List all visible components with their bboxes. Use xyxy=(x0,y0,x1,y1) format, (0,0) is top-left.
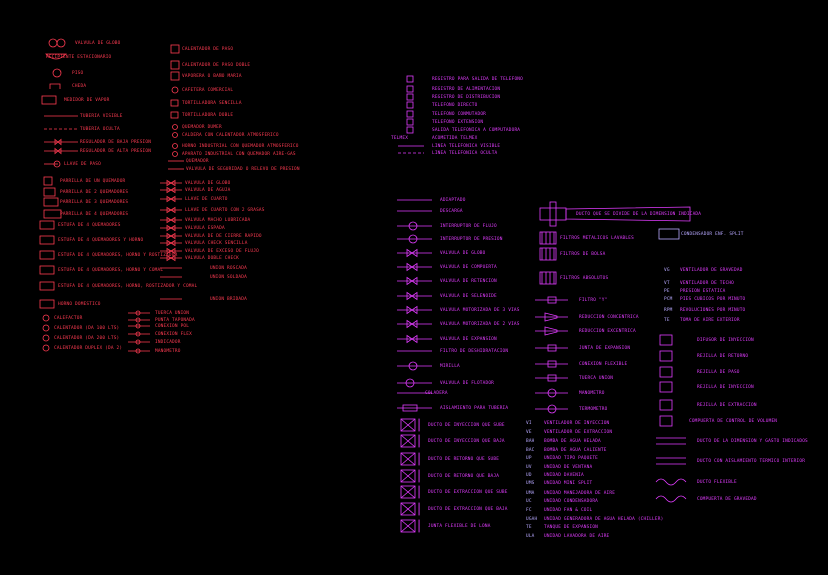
hvac-valve-label: VALVULA DE COMPUERTA xyxy=(440,264,497,270)
unit-label: UNIDAD FAN & COIL xyxy=(544,507,593,513)
box-symbol xyxy=(44,177,52,185)
plumbing-label: VALVULA DE GLOBO xyxy=(75,40,121,46)
heater-label: VALVULA DE SEGURIDAD O RELEVO DE PRESION xyxy=(186,166,300,172)
telecom-label: TELEFONO EXTENSION xyxy=(432,119,484,125)
grille-label: REJILLA DE EXTRACCION xyxy=(697,402,757,408)
duct-label: JUNTA FLEXIBLE DE LONA xyxy=(428,523,491,529)
valve-label: UNION ROSCADA xyxy=(210,265,247,271)
plumbing-label: CHEDA xyxy=(72,83,87,89)
fitting-label: CONEXION POL xyxy=(155,323,190,329)
box-symbol xyxy=(40,236,54,244)
hvac-fitting-label: REDUCCION CONCENTRICA xyxy=(579,314,639,320)
hvac-fitting-label: REDUCCION EXCENTRICA xyxy=(579,328,636,334)
telecom-label: SALIDA TELEFONICA A COMPUTADORA xyxy=(432,127,521,133)
stove-label: PARRILLA DE 2 QUEMADORES xyxy=(60,189,129,195)
valve-label: VALVULA DE AGUJA xyxy=(185,187,231,193)
box-symbol xyxy=(660,416,672,426)
condensador-label: CONDENSADOR ENF. SPLIT xyxy=(681,232,744,237)
duct-label: DUCTO DE RETORNO QUE SUBE xyxy=(428,456,500,462)
telecom-label: TELEFONO CONMUTADOR xyxy=(432,111,487,117)
fitting-label: PUNTA TAPONADA xyxy=(155,317,195,323)
unit-key: UV xyxy=(526,464,532,470)
grille-label: DUCTO CON AISLAMIENTO TERMICO INTERIOR xyxy=(697,458,806,464)
valve-label: LLAVE DE CUARTO CON 2 GRASAS xyxy=(185,207,265,213)
hvac-valve-label: VALVULA DE SELENOIDE xyxy=(440,293,497,299)
grille-label: DUCTO DE LA DIMENSION Y GASTO INDICADOS xyxy=(697,438,808,444)
valve-label: VALVULA MACHO LUBRICADA xyxy=(185,217,251,223)
box-symbol xyxy=(407,102,413,108)
fitting-label: CONEXION FLEX xyxy=(155,331,192,337)
box-symbol xyxy=(407,86,413,92)
flex-duct-symbol xyxy=(656,496,686,502)
stove-label: ESTUFA DE 4 QUEMADORES xyxy=(58,222,121,228)
heater-label: CAFETERA COMERCIAL xyxy=(182,87,234,93)
box-symbol xyxy=(407,127,413,133)
unit-key: UGAH xyxy=(526,516,538,522)
unit-label: UNIDAD GENERADORA DE AGUA HELADA (CHILLER) xyxy=(544,516,664,522)
telecom-label: REGISTRO DE DISTRIBUCION xyxy=(432,94,501,100)
chimney-symbol xyxy=(50,84,60,89)
flex-duct-symbol xyxy=(656,479,686,485)
unit-label: VENTILADOR DE INYECCION xyxy=(544,420,610,426)
unit-key: BAH xyxy=(526,438,535,444)
abbrev-label: VENTILADOR DE TECHO xyxy=(680,280,735,286)
unit-key: UD xyxy=(526,472,532,478)
abbrev-key: VG xyxy=(664,267,670,273)
valve-label: VALVULA DOBLE CHECK xyxy=(185,255,240,261)
stove-label: ESTUFA DE 4 QUEMADORES Y HORNO xyxy=(58,237,144,243)
hvac-valve-label: COLADERA xyxy=(425,390,448,396)
grille-label: REJILLA DE INYECCION xyxy=(697,384,754,390)
box-symbol xyxy=(407,119,413,125)
heater-label: TORTILLADORA DOBLE xyxy=(182,112,234,118)
stove-label: ESTUFA DE 4 QUEMADORES, HORNO, ROSTIZADOR Y COMAL xyxy=(58,283,198,289)
abbrev-label: REVOLUCIONES POR MINUTO xyxy=(680,307,746,313)
hvac-valve-label: DESCARGA xyxy=(440,208,463,214)
valve-label: VALVULA DE EXCESO DE FLUJO xyxy=(185,248,259,254)
plumbing-label: REGULADOR DE BAJA PRESION xyxy=(80,139,152,145)
hvac-valve-label: AISLAMIENTO PARA TUBERIA xyxy=(440,405,509,411)
valve-label: VALVULA DE GLOBO xyxy=(185,180,231,186)
stove-label: ESTUFA DE 4 QUEMADORES, HORNO Y ROSTIZADOR xyxy=(58,252,178,258)
heater-label: HORNO INDUSTRIAL CON QUEMADOR ATMOSFERICO xyxy=(182,143,299,149)
box-symbol xyxy=(550,202,556,226)
box-symbol xyxy=(540,208,566,220)
duct-label: DUCTO DE INYECCION QUE SUBE xyxy=(428,422,505,428)
box-symbol xyxy=(40,266,54,274)
heater-label: QUEMADOR DUMER xyxy=(182,124,222,130)
unit-label: UNIDAD TIPO PAQUETE xyxy=(544,455,599,461)
telecom-label: LINEA TELEFONICA OCULTA xyxy=(432,150,498,156)
circle-symbol xyxy=(57,39,65,47)
box-symbol xyxy=(171,45,179,53)
abbrev-label: PRESION ESTATICA xyxy=(680,288,726,294)
abbrev-key: PCM xyxy=(664,296,673,302)
abbrev-key: PE xyxy=(664,288,670,294)
unit-key: VI xyxy=(526,420,532,426)
grille-label: COMPUERTA DE CONTROL DE VOLUMEN xyxy=(689,418,778,424)
box-symbol xyxy=(171,100,178,106)
unit-key: ULA xyxy=(526,533,535,539)
circle-symbol xyxy=(53,69,61,77)
unit-label: UNIDAD DE VENTANA xyxy=(544,464,593,470)
grille-label: DIFUSOR DE INYECCION xyxy=(697,337,754,343)
hvac-valve-label: INTERRUPTOR DE FLUJO xyxy=(440,223,497,229)
abbrev-label: VENTILADOR DE GRAVEDAD xyxy=(680,267,743,273)
heater-label: TORTILLADORA SENCILLA xyxy=(182,100,242,106)
circle-symbol xyxy=(173,125,178,130)
hvac-fitting-label: JUNTA DE EXPANSION xyxy=(579,345,631,351)
stove-label: HORNO DOMESTICO xyxy=(58,301,101,307)
valve-label: UNION SOLDADA xyxy=(210,274,247,280)
hvac-fitting-label: CONEXION FLEXIBLE xyxy=(579,361,628,367)
box-symbol xyxy=(44,198,58,206)
stove-label: PARRILLA DE UN QUEMADOR xyxy=(60,178,126,184)
stove-label: ESTUFA DE 4 QUEMADORES, HORNO Y COMAL xyxy=(58,267,164,273)
plumbing-label: MEDIDOR DE VAPOR xyxy=(64,97,110,103)
hvac-valve-label: VALVULA MOTORIZADA DE 3 VIAS xyxy=(440,307,520,313)
grille-label: REJILLA DE PASO xyxy=(697,369,740,375)
filter-label: DUCTO QUE SE DIVIDE DE LA DIMENSION INDICADA xyxy=(576,211,702,217)
telecom-label: REGISTRO PARA SALIDA DE TELEFONO xyxy=(432,76,523,82)
box-symbol xyxy=(40,221,54,229)
heater-label: QUEMADOR xyxy=(186,158,209,164)
fitting-label: MANOMETRO xyxy=(155,348,181,354)
box-symbol xyxy=(40,282,54,290)
filter-label: FILTROS METALICOS LAVABLES xyxy=(560,235,634,241)
hvac-fitting-label: FILTRO "Y" xyxy=(579,297,608,303)
condensador-symbol xyxy=(659,229,679,239)
valve-label: LLAVE DE CUARTO xyxy=(185,196,228,202)
box-symbol xyxy=(407,94,413,100)
plumbing-label: TUBERIA VISIBLE xyxy=(80,113,123,119)
telecom-label: ACOMETIDA TELMEX xyxy=(432,135,478,141)
hvac-valve-label: VALVULA MOTORIZADA DE 2 VIAS xyxy=(440,321,520,327)
circle-symbol xyxy=(49,39,57,47)
plumbing-label: RECIPIENTE ESTACIONARIO xyxy=(46,54,112,60)
stove-label: PARRILLA DE 3 QUEMADORES xyxy=(60,199,129,205)
filter-label: FILTROS ABSOLUTOS xyxy=(560,275,609,281)
abbrev-key: RPM xyxy=(664,307,673,313)
heater-label: CALENTADOR DE PASO xyxy=(182,46,234,52)
hvac-valve-label: VALVULA DE FLOTADOR xyxy=(440,380,495,386)
box-symbol xyxy=(660,400,672,410)
heater-label: VAPORERA O BAÑO MARIA xyxy=(182,73,242,79)
circle-symbol xyxy=(43,325,49,331)
telecom-label: TELEFONO DIRECTO xyxy=(432,102,478,108)
plumbing-label: PISO xyxy=(72,70,84,76)
valve-label: VALVULA ESPADA xyxy=(185,225,225,231)
unit-key: TE xyxy=(526,524,532,530)
box-symbol xyxy=(407,76,413,82)
unit-label: UNIDAD LAVADORA DE AIRE xyxy=(544,533,610,539)
box-symbol xyxy=(44,210,61,218)
grille-label: DUCTO FLEXIBLE xyxy=(697,479,737,485)
duct-label: DUCTO DE INYECCION QUE BAJA xyxy=(428,438,505,444)
heater-label: CALENTADOR DE PASO DOBLE xyxy=(182,62,251,68)
circle-symbol xyxy=(173,152,178,157)
hvac-valve-label: VALVULA DE GLOBO xyxy=(440,250,486,256)
hvac-valve-label: FILTRO DE DESHIDRATACION xyxy=(440,348,509,354)
valve-label: VALVULA DE DE CIERRE RAPIDO xyxy=(185,233,262,239)
filter-label: FILTROS DE BOLSA xyxy=(560,251,606,257)
box-symbol xyxy=(660,335,672,345)
box-symbol xyxy=(660,382,672,392)
unit-label: BOMBA DE AGUA CALIENTE xyxy=(544,447,607,453)
unit-label: BOMBA DE AGUA HELADA xyxy=(544,438,601,444)
box-symbol xyxy=(171,61,179,69)
abbrev-label: TOMA DE AIRE EXTERIOR xyxy=(680,317,740,323)
hvac-valve-label: VALVULA DE RETENCION xyxy=(440,278,497,284)
heater-label: APARATO INDUSTRIAL CON QUEMADOR AIRE-GAS xyxy=(182,151,296,157)
box-symbol xyxy=(44,188,55,196)
unit-label: TANQUE DE EXPANSION xyxy=(544,524,599,530)
grille-label: REJILLA DE RETORNO xyxy=(697,353,749,359)
abbrev-key: VT xyxy=(664,280,670,286)
circle-symbol xyxy=(173,133,178,138)
unit-key: FC xyxy=(526,507,532,513)
fitting-label: TUERCA UNION xyxy=(155,310,190,316)
duct-label: DUCTO DE RETORNO QUE BAJA xyxy=(428,473,500,479)
grille-label: COMPUERTA DE GRAVEDAD xyxy=(697,496,757,502)
telmex-tag: TELMEX xyxy=(391,135,409,141)
circle-symbol xyxy=(43,345,49,351)
hvac-valve-label: ADIAPTADO xyxy=(440,197,466,203)
fitting-label: INDICADOR xyxy=(155,339,181,345)
stove-label: PARRILLA DE 4 QUEMADORES xyxy=(60,211,129,217)
unit-key: UP xyxy=(526,455,532,461)
plumbing-label: REGULADOR DE ALTA PRESION xyxy=(80,148,152,154)
circle-symbol xyxy=(43,335,49,341)
box-symbol xyxy=(660,367,672,377)
duct-label: DUCTO DE EXTRACCION QUE BAJA xyxy=(428,506,508,512)
duct-label: DUCTO DE EXTRACCION QUE SUBE xyxy=(428,489,508,495)
meter-symbol xyxy=(42,96,56,104)
unit-label: UNIDAD CONDENSADORA xyxy=(544,498,599,504)
unit-key: VE xyxy=(526,429,532,435)
unit-key: UMA xyxy=(526,490,535,496)
hvac-fitting-label: TERMOMETRO xyxy=(579,406,608,412)
unit-key: BAC xyxy=(526,447,535,453)
box-symbol xyxy=(171,112,178,118)
hvac-valve-label: MIRILLA xyxy=(440,363,460,369)
box-symbol xyxy=(407,111,413,117)
telecom-label: REGISTRO DE ALIMENTACION xyxy=(432,86,501,92)
plumbing-label: LLAVE DE PASO xyxy=(64,161,101,167)
stove-label: CALENTADOR (DA 100 LTS) xyxy=(54,325,120,331)
plumbing-label: TUBERIA OCULTA xyxy=(80,126,120,132)
unit-key: UMS xyxy=(526,480,535,486)
stove-label: CALENTADOR (DA 200 LTS) xyxy=(54,335,120,341)
circle-symbol xyxy=(173,144,178,149)
unit-label: UNIDAD MANEJADORA DE AIRE xyxy=(544,490,616,496)
stove-label: CALEFACTOR xyxy=(54,315,83,321)
abbrev-key: TE xyxy=(664,317,670,323)
valve-label: VALVULA CHECK SENCILLA xyxy=(185,240,248,246)
telecom-label: LINEA TELEFONICA VISIBLE xyxy=(432,143,501,149)
heater-label: CALDERA CON CALENTADOR ATMOSFERICO xyxy=(182,132,279,138)
unit-key: UC xyxy=(526,498,532,504)
unit-label: VENTILADOR DE EXTRACCION xyxy=(544,429,613,435)
valve-label: UNION BRIDADA xyxy=(210,296,247,302)
box-symbol xyxy=(40,251,54,259)
box-symbol xyxy=(40,300,54,308)
box-symbol xyxy=(171,72,179,80)
abbrev-label: PIES CUBICOS POR MINUTO xyxy=(680,296,746,302)
unit-label: UNIDAD DAVENIA xyxy=(544,472,584,478)
stove-label: CALENTADOR DUPLEX (DA 2) xyxy=(54,345,123,351)
circle-symbol xyxy=(172,87,178,93)
hvac-valve-label: VALVULA DE EXPANSION xyxy=(440,336,497,342)
circle-symbol xyxy=(43,315,49,321)
hvac-fitting-label: MANOMETRO xyxy=(579,390,605,396)
box-symbol xyxy=(660,351,672,361)
hvac-valve-label: INTERRUPTOR DE PRESION xyxy=(440,236,503,242)
unit-label: UNIDAD MINI SPLIT xyxy=(544,480,593,486)
hvac-fitting-label: TUERCA UNION xyxy=(579,375,614,381)
